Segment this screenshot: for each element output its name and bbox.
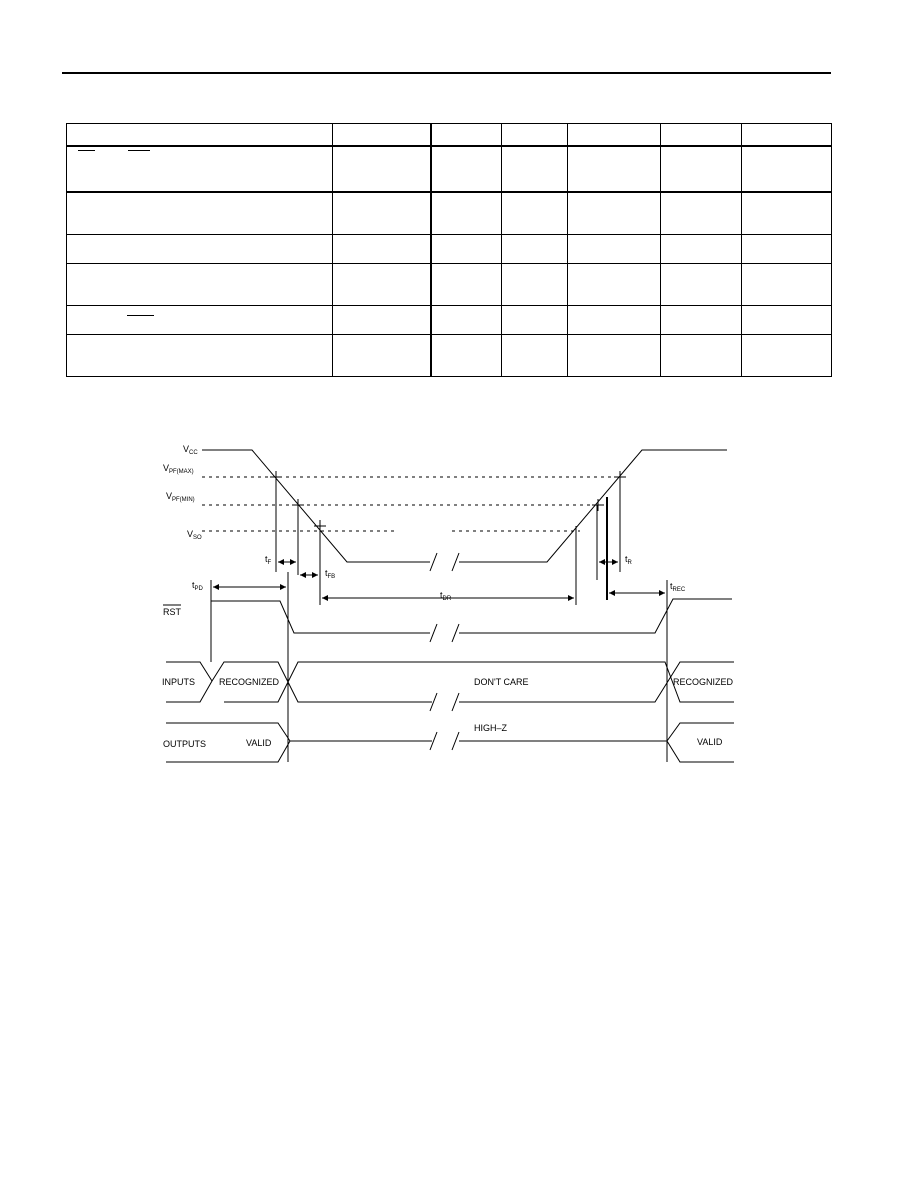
valid-label-left: VALID	[246, 738, 272, 748]
time-break-mark	[430, 553, 459, 571]
inputs-label: INPUTS	[162, 677, 196, 687]
crossing-marker	[592, 499, 604, 511]
vcc-label: $V_{CC}$	[183, 444, 198, 456]
vcc-waveform	[202, 450, 430, 562]
tfb-label: $t_{FB}$	[325, 568, 336, 580]
rst-label: RST	[163, 607, 181, 617]
vso-label: $V_{SO}$	[187, 529, 202, 541]
valid-label-right: VALID	[697, 737, 723, 747]
rst-waveform	[211, 601, 430, 633]
vpfmin-label: $V_{PF(MIN)}$	[166, 491, 195, 503]
time-break-mark	[430, 624, 459, 642]
time-break-mark	[430, 693, 459, 711]
vpfmax-label: $V_{PF(MAX)}$	[163, 463, 194, 475]
vcc-waveform	[459, 450, 727, 562]
rst-waveform	[459, 599, 732, 633]
tpd-label: $t_{PD}$	[192, 580, 203, 592]
trec-label: $t_{REC}$	[670, 581, 686, 593]
tr-label: $t_R$	[625, 554, 632, 566]
recognized-label-right: RECOGNIZED	[673, 677, 734, 687]
outputs-label: OUTPUTS	[163, 739, 207, 749]
dont-care-label: DON'T CARE	[474, 677, 529, 687]
time-break-mark	[430, 732, 459, 750]
tdr-label: $t_{DR}$	[440, 590, 452, 602]
recognized-label-left: RECOGNIZED	[219, 677, 280, 687]
tf-label: $t_F$	[265, 554, 272, 566]
high-z-label: HIGH–Z	[474, 723, 508, 733]
